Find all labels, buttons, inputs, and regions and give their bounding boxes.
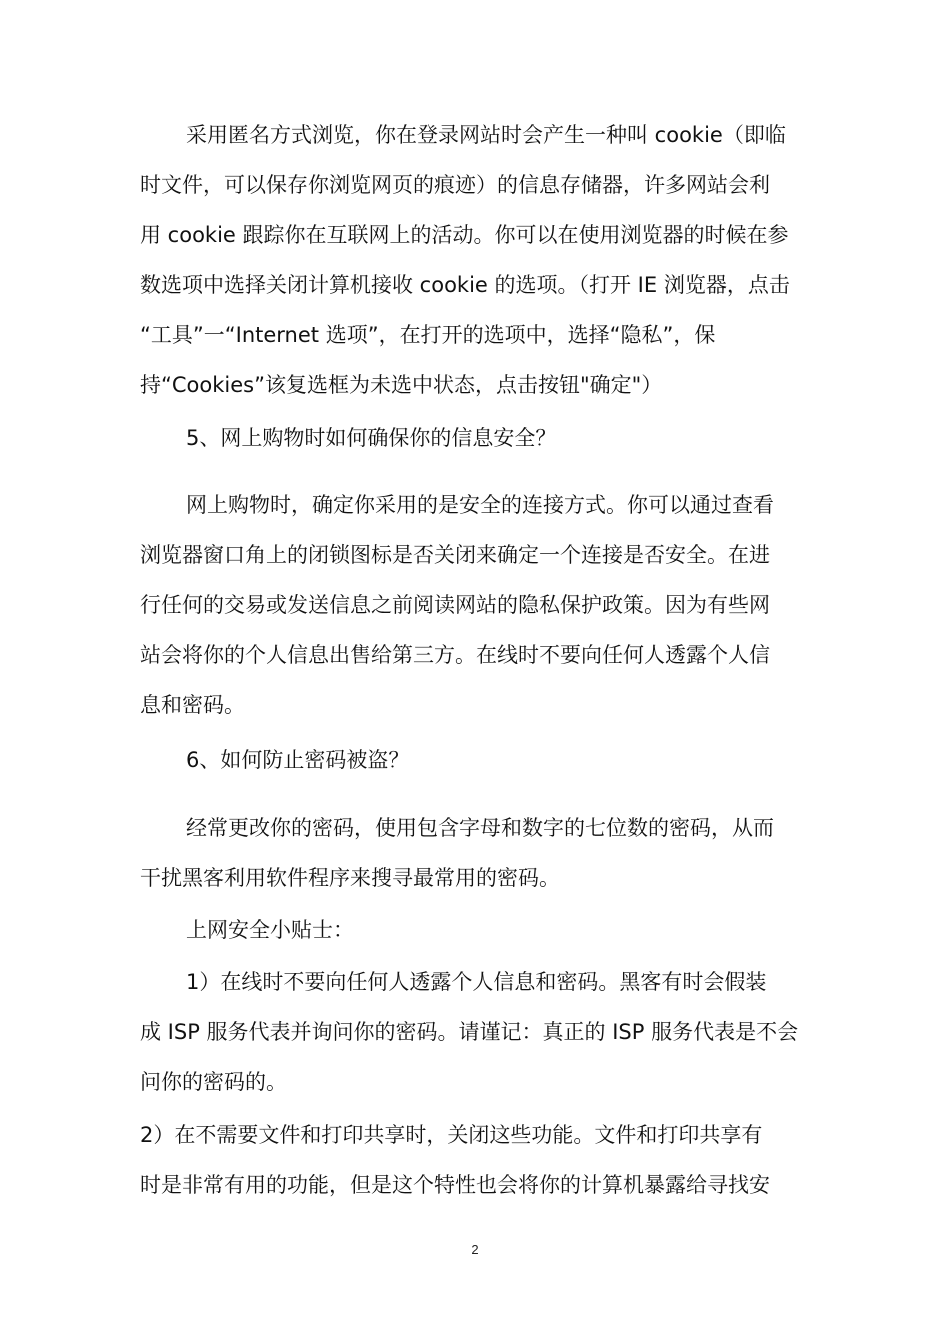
- tips-heading: 上网安全小贴士：: [186, 918, 354, 942]
- tip-2-line-2: 时是非常有用的功能，但是这个特性也会将你的计算机暴露给寻找安: [140, 1173, 770, 1197]
- tip-1-line-1: 1）在线时不要向任何人透露个人信息和密码。黑客有时会假装: [186, 970, 767, 994]
- paragraph-1-line-1: 采用匿名方式浏览，你在登录网站时会产生一种叫 cookie（即临: [186, 123, 786, 147]
- paragraph-1-line-4: 数选项中选择关闭计算机接收 cookie 的选项。（打开 IE 浏览器，点击: [140, 273, 790, 297]
- paragraph-1-line-5: “工具”一“Internet 选项”，在打开的选项中，选择“隐私”，保: [140, 323, 716, 347]
- paragraph-3-line-2: 浏览器窗口角上的闭锁图标是否关闭来确定一个连接是否安全。在进: [140, 543, 770, 567]
- tip-1-line-3: 问你的密码的。: [140, 1070, 287, 1094]
- section-heading-5: 5、网上购物时如何确保你的信息安全？: [186, 426, 557, 450]
- paragraph-5-line-2: 干扰黑客利用软件程序来搜寻最常用的密码。: [140, 866, 560, 890]
- page-number: 2: [471, 1242, 479, 1257]
- paragraph-3-line-5: 息和密码。: [140, 693, 245, 717]
- tip-2-line-1: 2）在不需要文件和打印共享时，关闭这些功能。文件和打印共享有: [140, 1123, 763, 1147]
- paragraph-5-line-1: 经常更改你的密码，使用包含字母和数字的七位数的密码，从而: [186, 816, 774, 840]
- paragraph-1-line-6: 持“Cookies”该复选框为未选中状态，点击按钮"确定"）: [140, 373, 663, 397]
- paragraph-3-line-3: 行任何的交易或发送信息之前阅读网站的隐私保护政策。因为有些网: [140, 593, 770, 617]
- paragraph-3-line-1: 网上购物时，确定你采用的是安全的连接方式。你可以通过查看: [186, 493, 774, 517]
- paragraph-3-line-4: 站会将你的个人信息出售给第三方。在线时不要向任何人透露个人信: [140, 643, 770, 667]
- paragraph-1-line-2: 时文件，可以保存你浏览网页的痕迹）的信息存储器，许多网站会利: [140, 173, 770, 197]
- paragraph-1-line-3: 用 cookie 跟踪你在互联网上的活动。你可以在使用浏览器的时候在参: [140, 223, 789, 247]
- tip-1-line-2: 成 ISP 服务代表并询问你的密码。请谨记：真正的 ISP 服务代表是不会: [140, 1020, 799, 1044]
- section-heading-6: 6、如何防止密码被盗？: [186, 748, 410, 772]
